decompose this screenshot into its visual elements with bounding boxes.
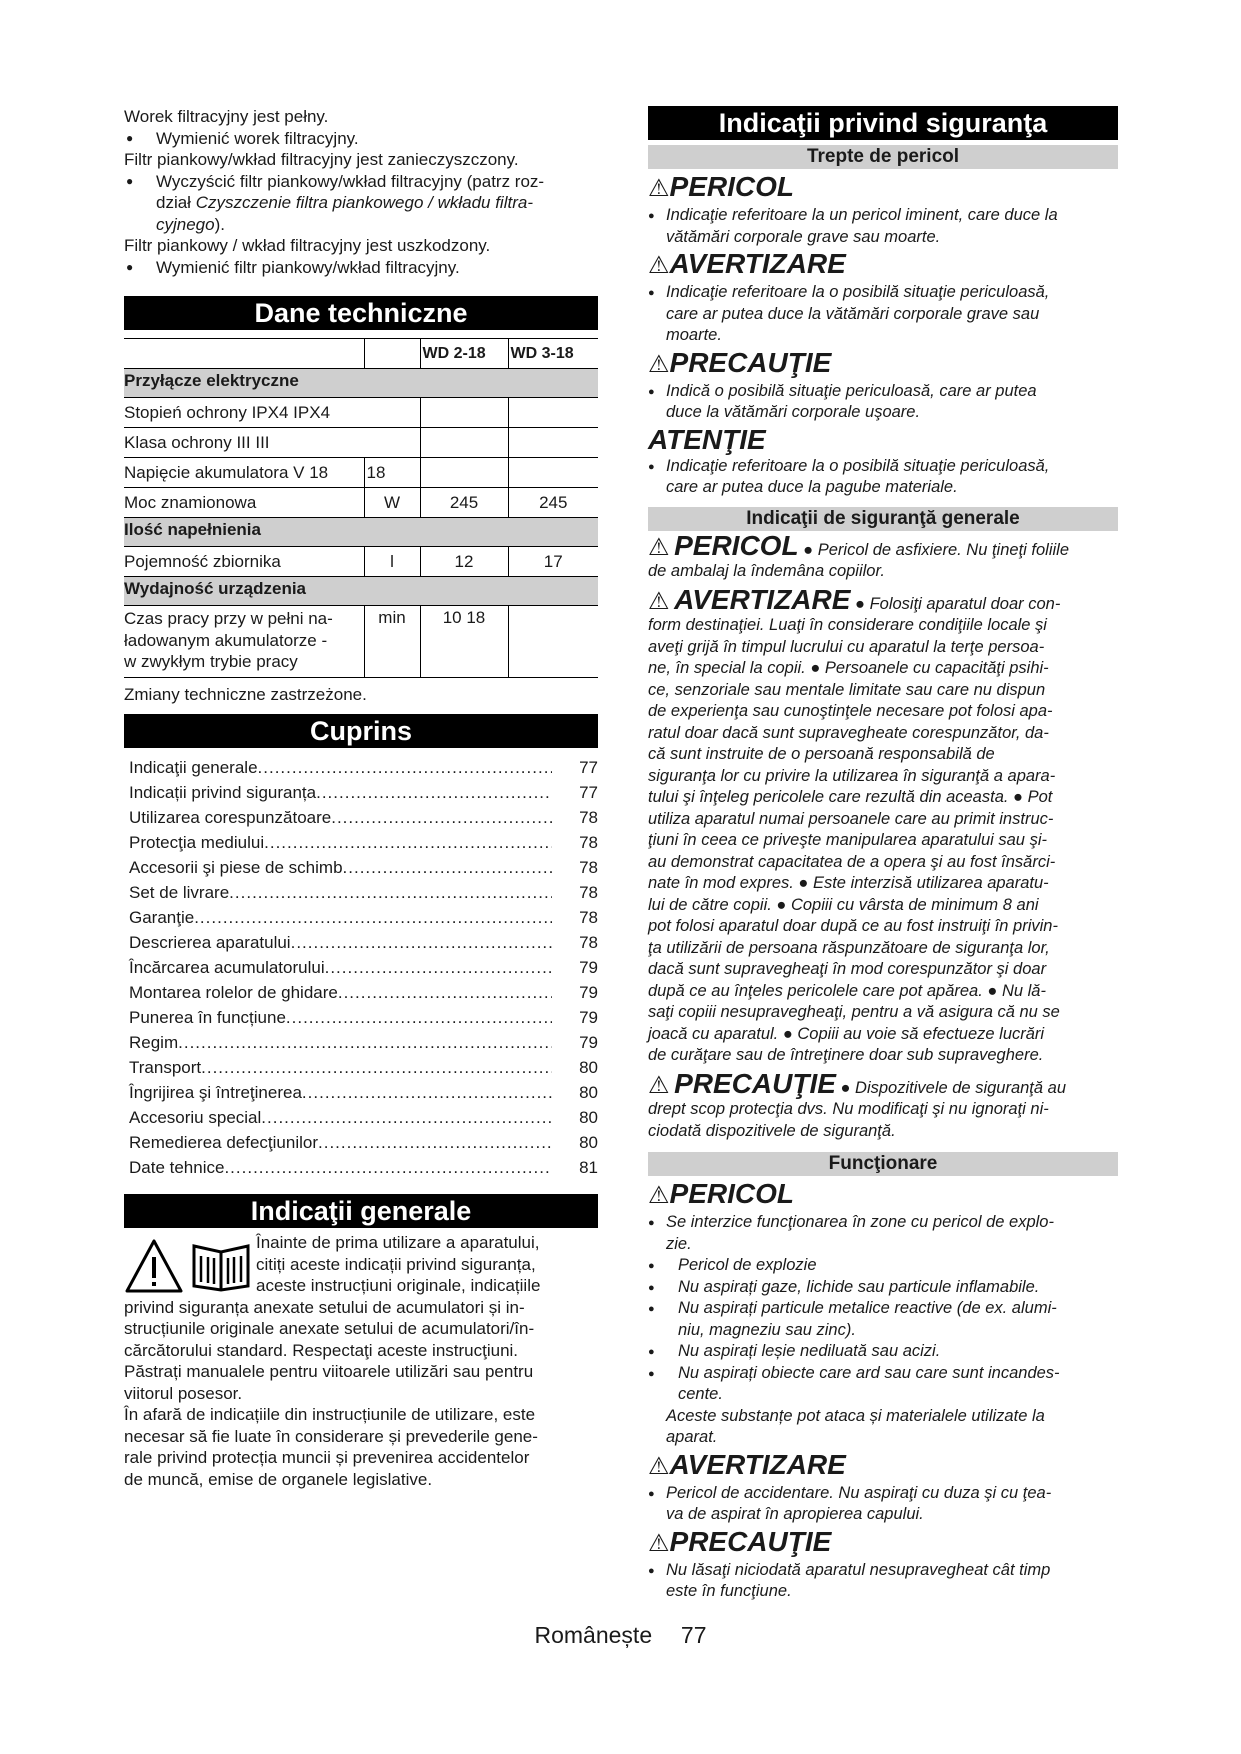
general-info-line: privind siguranța anexate setului de acumulatori și in-	[124, 1297, 525, 1317]
remedy-bullet	[124, 171, 598, 236]
toc-entry[interactable]: Accesorii şi piese de schimb ..... 78	[129, 855, 598, 880]
group-row: Wydajność urządzenia	[124, 577, 598, 606]
section-heading: Indicaţii privind siguranţa	[648, 106, 1118, 140]
row-value: 12	[420, 547, 508, 577]
warning-triangle-icon: ⚠	[648, 350, 670, 378]
hazard-description: ● Indicaţie referitoare la un pericol iminent, care duce la vătămări corporale grave sau moarte.	[648, 205, 1118, 248]
subsection-heading: Indicaţii de siguranţă generale	[648, 507, 1118, 531]
general-info-line: În afară de indicațiile din instrucțiunile de utilizare, este	[124, 1405, 536, 1424]
page-number: 77	[680, 1622, 707, 1648]
toc-entry[interactable]: Regim ..... 79	[129, 1030, 598, 1055]
section-reference: Czyszczenie filtra piankowego / wkładu filtra-	[195, 193, 533, 212]
warning-triangle-icon: ⚠	[648, 1071, 670, 1099]
row-label: Pojemność zbiornika	[124, 547, 364, 577]
row-label: Moc znamionowa	[124, 488, 364, 518]
table-row	[124, 428, 598, 458]
warning-triangle-icon: ⚠	[648, 1529, 670, 1557]
problem-text: Filtr piankowy / wkład filtracyjny jest uszkodzony.	[124, 236, 491, 255]
signal-word: AVERTIZARE	[674, 583, 851, 615]
table-row	[124, 488, 598, 518]
table-header-row	[124, 339, 598, 369]
hazard-description: ● Pericol de accidentare. Nu aspiraţi cu duza şi cu ţea- va de aspirat în apropierea capului.	[648, 1483, 1118, 1526]
hazard-list-item: ● Nu aspirați leșie nediluată sau acizi.	[648, 1341, 1118, 1363]
hazard-level-list	[648, 171, 1118, 499]
remedy-line	[156, 192, 598, 214]
remedy-bullet: ● Wymienić worek filtracyjny.	[124, 128, 598, 150]
signal-word: ⚠PERICOL	[648, 1178, 794, 1209]
technical-data-table	[124, 338, 598, 678]
general-info-line: necesar să fie luate în considerare și prevederile gene-	[124, 1426, 538, 1446]
signal-word: PRECAUŢIE	[674, 1067, 836, 1099]
row-value: 10 18	[420, 606, 508, 678]
table-row	[124, 458, 598, 488]
troubleshooting-section	[124, 106, 598, 278]
group-row: Ilość napełnienia	[124, 518, 598, 547]
toc-entry[interactable]: Indicații privind siguranța ..... 77	[129, 780, 598, 805]
row-unit: W	[364, 488, 420, 518]
warning-triangle-icon: ⚠	[648, 175, 670, 202]
safety-paragraph: ⚠ PERICOL ● Pericol de asfixiere. Nu ţineţi foliile de ambalaj la îndemâna copiilor.	[648, 529, 1070, 580]
section-heading: Indicaţii generale	[124, 1194, 598, 1228]
row-unit: min	[364, 606, 420, 678]
remedy-line	[156, 214, 598, 236]
hazard-list-item: ● Nu aspirați particule metalice reactive (de ex. alumi- niu, magneziu sau zinc).	[648, 1298, 1118, 1341]
general-info-line: strucțiunile originale anexate setului de acumulatori/în-	[124, 1319, 535, 1338]
table-of-contents	[124, 755, 598, 1180]
warning-triangle-icon: ⚠	[648, 533, 670, 561]
hazard-description: ● Indicaţie referitoare la o posibilă situaţie periculoasă, care ar putea duce la vătămări corporale grave sau moarte.	[648, 282, 1118, 347]
column-header: WD 3-18	[508, 339, 598, 369]
left-column	[124, 106, 598, 1490]
safety-paragraph: ⚠ AVERTIZARE ● Folosiţi aparatul doar con- form destinaţiei. Luaţi în considerare condiţiile locale şi aveţi grijă în timpul lucrului cu aparatul la terţe persoa- ne, în special la copii. ● Persoanele cu capacităţi psihi- ce, senzoriale sau mentale limitate sau care nu dispun de experienţa sau cunoştinţele necesare pot folosi apa- ratul doar dacă sunt supravegheate corespunzător, da- că sunt instruite de o persoană responsabilă de siguranţa lor cu privire la utilizarea în siguranţă a apara- tului şi înţeleg pericolele care rezultă din aceasta. ● Pot utiliza aparatul numai persoanele care au primit instruc- ţiuni în ceea ce priveşte manipularea aparatului sau şi- au demonstrat capacitatea de a opera şi au fost însărci- nate în mod expres. ● Este interzisă utilizarea aparatu- lui de către copii. ● Copiii cu vârsta de minimum 8 ani pot folosi aparatul doar după ce au fost instruiţi în privin- ţa utilizării de persoana răspunzătoare de siguranţa lor, dacă sunt supravegheaţi în mod corespunzător şi doar după ce au înţeles pericolele care pot apărea. ● Nu lă- saţi copiii nesupravegheaţi, pentru a vă asigura că nu se joacă cu aparatul. ● Copiii au voie să efectueze lucrări de curăţare sau de întreţinere doar sub supraveghere.	[648, 583, 1061, 1064]
toc-entry[interactable]: Descrierea aparatului ..... 78	[129, 930, 598, 955]
general-info-line: Păstrați manualele pentru viitoarele utilizări sau pentru	[124, 1362, 534, 1381]
toc-entry[interactable]: Îngrijirea şi întreţinerea ..... 80	[129, 1080, 598, 1105]
signal-word: PERICOL	[674, 529, 799, 561]
safety-paragraph: ⚠ PRECAUŢIE ● Dispozitivele de siguranţă au drept scop protecţia dvs. Nu modificaţi şi nu ignoraţi ni- ciodată dispozitivele de siguranţă.	[648, 1067, 1067, 1140]
toc-entry[interactable]: Garanţie ..... 78	[129, 905, 598, 930]
general-info-line: viitorul posesor.	[124, 1383, 243, 1403]
row-label: Czas pracy przy w pełni na- ładowanym akumulatorze - w zwykłym trybie pracy	[124, 606, 364, 678]
toc-entry[interactable]: Montarea rolelor de ghidare ..... 79	[129, 980, 598, 1005]
toc-entry[interactable]: Set de livrare ..... 78	[129, 880, 598, 905]
hazard-description: ● Indică o posibilă situaţie periculoasă, care ar putea duce la vătămări corporale uşoare.	[648, 381, 1118, 424]
remedy-line: ● Wyczyścić filtr piankowy/wkład filtracyjny (patrz roz-	[156, 171, 545, 191]
general-info-line: cărcătorului standard. Respectaţi aceste instrucţiuni.	[124, 1340, 519, 1360]
right-column	[648, 106, 1118, 1603]
signal-word: ⚠PRECAUŢIE	[648, 1525, 832, 1557]
general-info-line: aceste instrucțiuni originale, indicațiile	[256, 1276, 541, 1295]
hazard-description: ● Nu lăsaţi niciodată aparatul nesupravegheat cât timp este în funcţiune.	[648, 1560, 1118, 1603]
toc-entry[interactable]: Încărcarea acumulatorului ..... 79	[129, 955, 598, 980]
row-value: 245	[508, 488, 598, 518]
general-info-line: citiți aceste indicații privind siguranța,	[256, 1254, 536, 1274]
remedy-text: dział	[156, 193, 196, 212]
table-row	[124, 398, 598, 428]
hazard-list-item: ● Pericol de explozie	[648, 1255, 1118, 1277]
table-row	[124, 606, 598, 678]
toc-entry[interactable]: Indicaţii generale ..... 77	[129, 755, 598, 780]
signal-word: ⚠PRECAUŢIE	[648, 346, 832, 378]
problem-text: Filtr piankowy/wkład filtracyjny jest zanieczyszczony.	[124, 150, 519, 169]
signal-word: ⚠AVERTIZARE	[648, 1448, 846, 1480]
general-info-line: rale privind protecția muncii și prevenirea accidentelor	[124, 1448, 530, 1467]
toc-entry[interactable]: Transport ..... 80	[129, 1055, 598, 1080]
column-header: WD 2-18	[420, 339, 508, 369]
subsection-heading: Trepte de pericol	[648, 145, 1118, 169]
warning-triangle-icon	[124, 1238, 184, 1294]
signal-word: ⚠PERICOL	[648, 171, 794, 202]
warning-triangle-icon: ⚠	[648, 252, 670, 279]
section-heading: Dane techniczne	[124, 296, 598, 330]
technical-note: Zmiany techniczne zastrzeżone.	[124, 684, 367, 704]
general-safety	[648, 529, 1118, 1143]
toc-entry[interactable]: Accesoriu special ..... 80	[129, 1105, 598, 1130]
hazard-note: Aceste substanțe pot ataca și materialele utilizate la aparat.	[666, 1406, 1045, 1446]
remedy-bullet: ● Wymienić filtr piankowy/wkład filtracyjny.	[124, 257, 598, 279]
warning-triangle-icon: ⚠	[648, 1452, 670, 1480]
row-unit: l	[364, 547, 420, 577]
row-label: Klasa ochrony III III	[124, 428, 420, 458]
problem-text: Worek filtracyjny jest pełny.	[124, 107, 329, 126]
toc-entry[interactable]: Protecţia mediului ..... 78	[129, 830, 598, 855]
hazard-list-item: ● Nu aspirați obiecte care ard sau care sunt incandes- cente.	[648, 1363, 1118, 1406]
toc-entry[interactable]: Punerea în funcțiune ..... 79	[129, 1005, 598, 1030]
row-value: 17	[508, 547, 598, 577]
general-info	[124, 1232, 598, 1490]
section-reference: cyjnego	[156, 214, 215, 234]
toc-entry[interactable]: Date tehnice ..... 81	[129, 1155, 598, 1180]
general-info-line: Înainte de prima utilizare a aparatului,	[256, 1233, 540, 1252]
footer-language: Românește	[534, 1622, 653, 1648]
hazard-description: ● Se interzice funcţionarea în zone cu pericol de explo- zie.	[648, 1212, 1118, 1255]
operation-safety	[648, 1178, 1118, 1603]
row-label: Napięcie akumulatora V 18	[124, 458, 364, 488]
page-footer	[0, 1622, 1241, 1649]
subsection-heading: Funcţionare	[648, 1152, 1118, 1176]
row-label: Stopień ochrony IPX4 IPX4	[124, 398, 420, 428]
group-row: Przyłącze elektryczne	[124, 369, 598, 398]
toc-entry[interactable]: Utilizarea corespunzătoare ..... 78	[129, 805, 598, 830]
general-info-line: de muncă, emise de organele legislative.	[124, 1469, 433, 1489]
hazard-description: ● Indicaţie referitoare la o posibilă situaţie periculoasă, care ar putea duce la pagube materiale.	[648, 456, 1118, 499]
hazard-list-item: ● Nu aspirați gaze, lichide sau particule inflamabile.	[648, 1277, 1118, 1299]
signal-word: ⚠AVERTIZARE	[648, 248, 846, 279]
row-value: 245	[420, 488, 508, 518]
manual-book-icon	[190, 1240, 252, 1292]
row-value: 18	[364, 458, 420, 488]
toc-entry[interactable]: Remedierea defecţiunilor ..... 80	[129, 1130, 598, 1155]
remedy-text: ).	[214, 214, 225, 234]
warning-triangle-icon: ⚠	[648, 587, 670, 615]
signal-word: ATENŢIE	[648, 423, 766, 455]
table-row	[124, 547, 598, 577]
warning-triangle-icon: ⚠	[648, 1182, 670, 1209]
section-heading: Cuprins	[124, 714, 598, 748]
